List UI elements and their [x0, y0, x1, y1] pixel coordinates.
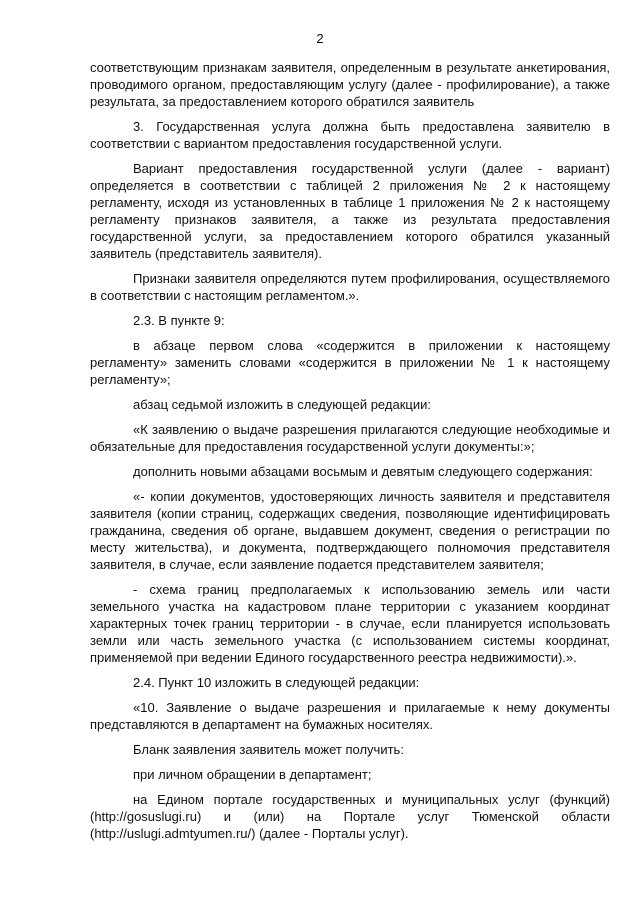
paragraph-copies-documents: «- копии документов, удостоверяющих личность заявителя и представителя заявителя (копии страниц, содержащих сведения, позволяющие идентифицировать гражданина, сведения об органе, выдавшем документ, сведения о регистрации по месту жительства), и документа, подтверждающего полномочия представителя заявителя, в случае, если заявление подается представителем заявителя;	[90, 489, 610, 572]
paragraph-boundary-scheme: - схема границ предполагаемых к использованию земель или части земельного участка на кадастровом плане территории с указанием координат характерных точек границ территории - в случае, если планируется использовать земли или часть земельного участка (с использованием системы координат, применяемой при ведении Единого государственного реестра недвижимости).».	[90, 582, 610, 665]
paragraph-continuation: соответствующим признакам заявителя, определенным в результате анкетирования, проводимого органом, предоставляющим услугу (далее - профилирование), а также результата, за предоставлением которого обратился заявитель	[90, 60, 610, 109]
paragraph-quote-application: «К заявлению о выдаче разрешения прилагаются следующие необходимые и обязательные для предоставления государственной услуги документы:»;	[90, 422, 610, 454]
paragraph-variant: Вариант предоставления государственной услуги (далее - вариант) определяется в соответствии с таблицей 2 приложения № 2 к настоящему регламенту, исходя из установленных в таблице 1 приложения № 2 к настоящему регламенту признаков заявителя, а также из результата предоставления государственной услуги, за предоставлением которого обратился указанный заявитель (представитель заявителя).	[90, 161, 610, 261]
paragraph-replace-words: в абзаце первом слова «содержится в приложении к настоящему регламенту» заменить словами «содержится в приложении № 1 к настоящему регламенту»;	[90, 338, 610, 387]
paragraph-section-2-4: 2.4. Пункт 10 изложить в следующей редакции:	[133, 675, 420, 690]
paragraph-in-person: при личном обращении в департамент;	[133, 767, 372, 782]
paragraph-seventh-abzac: абзац седьмой изложить в следующей редакции:	[133, 397, 431, 412]
paragraph-form-obtain: Бланк заявления заявитель может получить:	[133, 742, 404, 757]
paragraph-item-10: «10. Заявление о выдаче разрешения и прилагаемые к нему документы представляются в департамент на бумажных носителях.	[90, 700, 610, 732]
paragraph-portals: на Едином портале государственных и муниципальных услуг (функций) (http://gosuslugi.ru) и (или) на Портале услуг Тюменской области (http://uslugi.admtyumen.ru/) (далее - Порталы услуг).	[90, 792, 610, 841]
paragraph-item-3: 3. Государственная услуга должна быть предоставлена заявителю в соответствии с вариантом предоставления государственной услуги.	[90, 119, 610, 151]
paragraph-signs: Признаки заявителя определяются путем профилирования, осуществляемого в соответствии с настоящим регламентом.».	[90, 271, 610, 303]
paragraph-add-abzacs: дополнить новыми абзацами восьмым и девятым следующего содержания:	[133, 464, 593, 479]
paragraph-section-2-3: 2.3. В пункте 9:	[133, 313, 225, 328]
document-body	[90, 59, 610, 842]
page-number: 2	[316, 31, 324, 46]
